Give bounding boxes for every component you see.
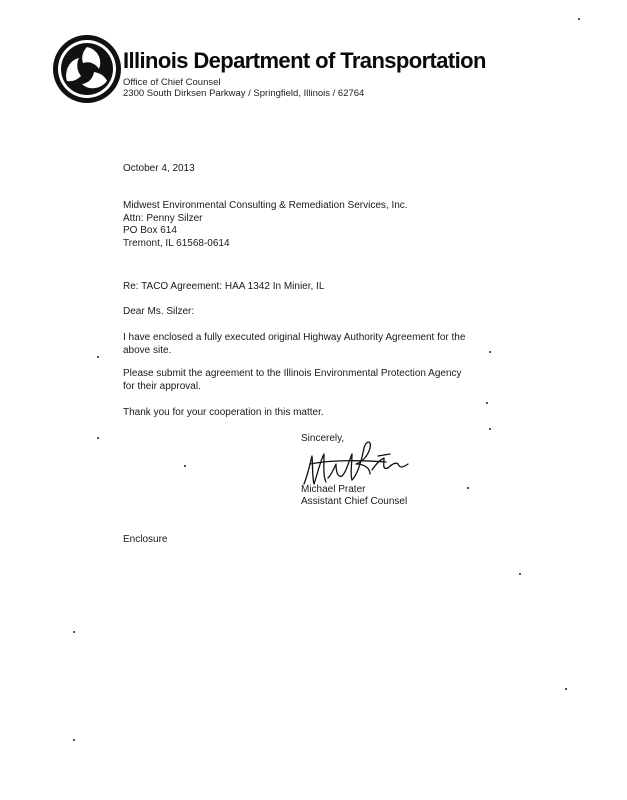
scan-speck: [184, 465, 186, 467]
enclosure-note: Enclosure: [123, 534, 168, 545]
closing: Sincerely,: [301, 433, 345, 444]
scan-speck: [97, 437, 99, 439]
paragraph-line: for their approval.: [123, 380, 201, 392]
scan-speck: [519, 573, 521, 575]
agency-name: Illinois Department of Transportation: [123, 48, 486, 73]
signer-title: Assistant Chief Counsel: [301, 496, 408, 507]
office-name: Office of Chief Counsel: [123, 77, 221, 88]
paragraph-line: Thank you for your cooperation in this matter.: [123, 407, 324, 418]
body-paragraph: [123, 368, 462, 393]
scan-speck: [73, 739, 75, 741]
body-paragraph: [123, 407, 324, 420]
scan-speck: [467, 487, 469, 489]
signer-name: Michael Prater: [301, 484, 366, 495]
letter-date: October 4, 2013: [123, 163, 195, 174]
scan-speck: [73, 631, 75, 633]
recipient-address: [123, 200, 408, 250]
recipient-line: Attn: Penny Silzer: [123, 212, 203, 224]
scan-speck: [489, 351, 491, 353]
body-paragraph: [123, 332, 465, 357]
recipient-line: Midwest Environmental Consulting & Remediation Services, Inc.: [123, 200, 408, 211]
salutation: Dear Ms. Silzer:: [123, 306, 195, 317]
paragraph-line: above site.: [123, 344, 172, 356]
scan-speck: [578, 18, 580, 20]
scan-speck: [97, 356, 99, 358]
idot-logo-icon: [51, 33, 123, 105]
paragraph-line: Please submit the agreement to the Illinois Environmental Protection Agency: [123, 368, 462, 379]
office-address: 2300 South Dirksen Parkway / Springfield, Illinois / 62764: [123, 88, 365, 99]
recipient-line: Tremont, IL 61568-0614: [123, 237, 230, 249]
subject-line: Re: TACO Agreement: HAA 1342 In Minier, IL: [123, 281, 325, 292]
scan-speck: [489, 428, 491, 430]
scan-speck: [486, 402, 488, 404]
recipient-line: PO Box 614: [123, 225, 177, 236]
paragraph-line: I have enclosed a fully executed original Highway Authority Agreement for the: [123, 332, 466, 343]
scan-speck: [565, 688, 567, 690]
